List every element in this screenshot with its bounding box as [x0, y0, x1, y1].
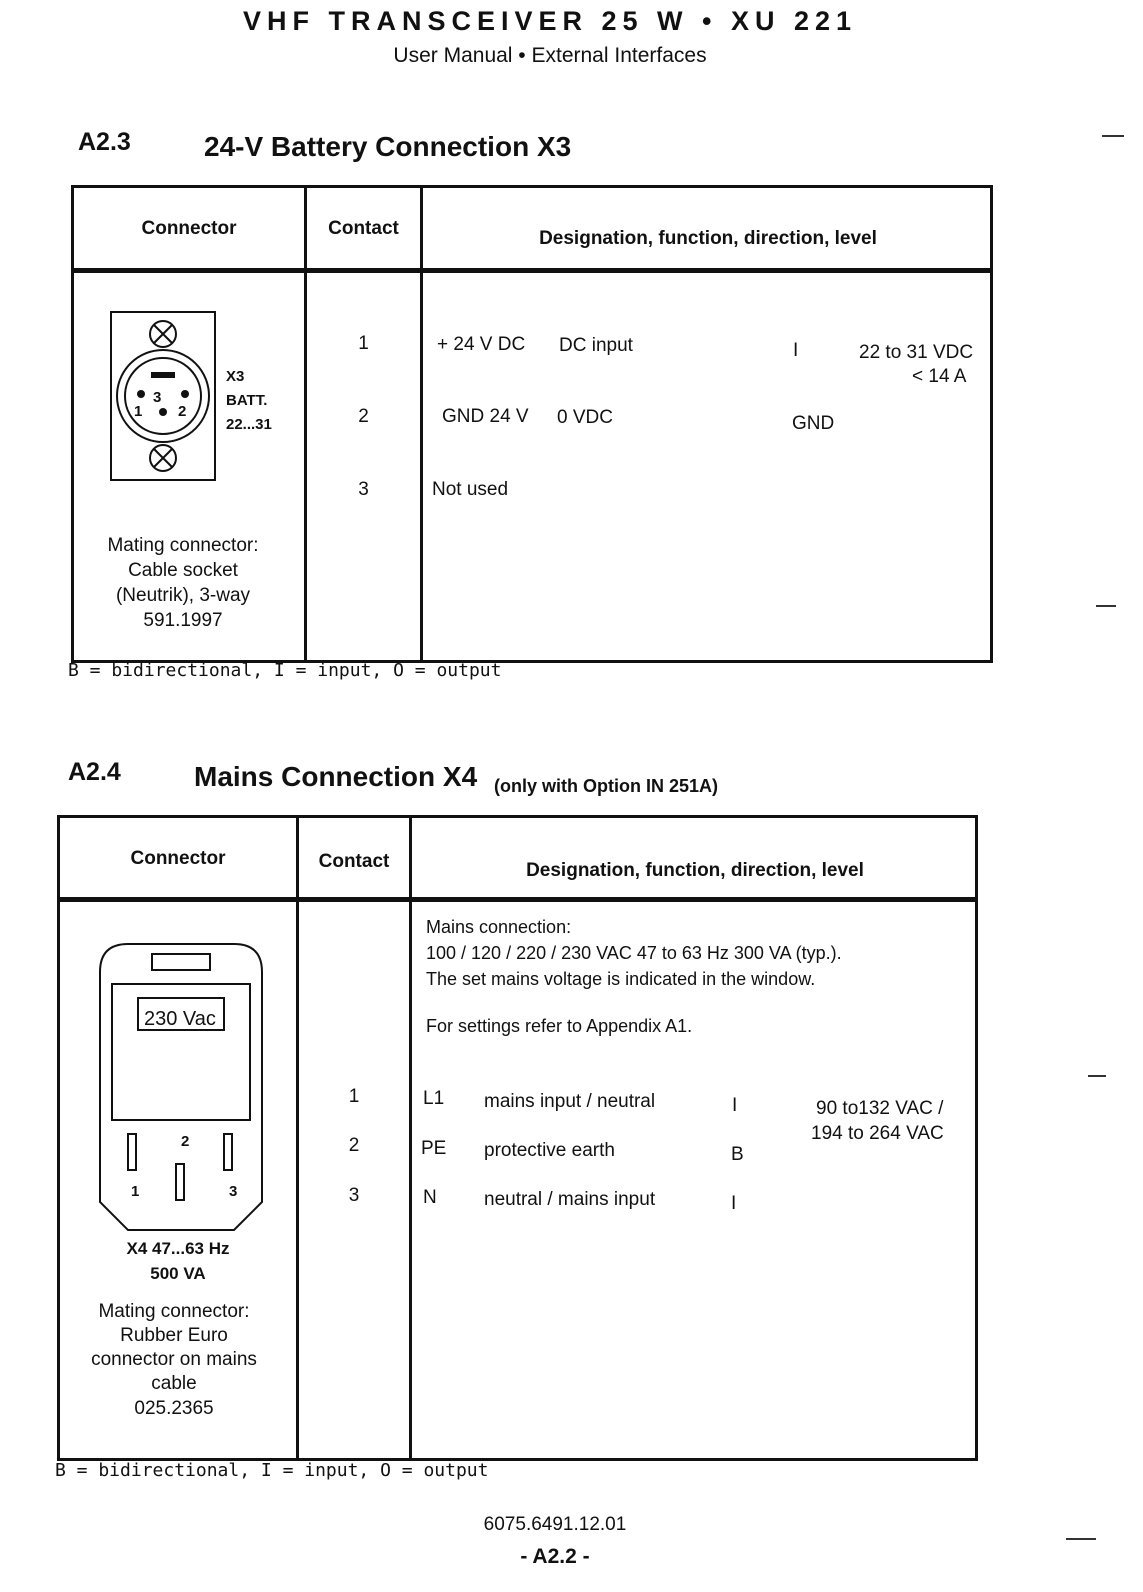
mating-connector-type: Cable socket — [128, 560, 238, 581]
scan-mark — [1096, 605, 1116, 607]
mains-intro-heading: Mains connection: — [426, 917, 572, 937]
contact-number: 3 — [348, 1185, 360, 1206]
xlr-connector-icon — [109, 310, 219, 485]
signal-name: + 24 V DC — [437, 334, 526, 355]
pin-label-2: 2 — [178, 403, 187, 420]
signal-current-limit: < 14 A — [912, 366, 967, 387]
connector-designation: X4 47...63 Hz — [126, 1239, 230, 1258]
document-number: 6075.6491.12.01 — [483, 1514, 627, 1535]
signal-name: Not used — [432, 479, 509, 500]
document-subtitle: User Manual • External Interfaces — [393, 44, 707, 67]
pin-label-3: 3 — [229, 1183, 238, 1200]
signal-name: L1 — [423, 1088, 445, 1109]
pin-label-1: 1 — [134, 403, 143, 420]
pin-label-2: 2 — [181, 1133, 190, 1150]
direction-legend: B = bidirectional, I = input, O = output — [68, 660, 502, 681]
mating-connector-description: connector on mains — [91, 1349, 257, 1370]
connector-designation: X3 — [226, 368, 245, 385]
section-title-a24: Mains Connection X4 — [194, 761, 478, 792]
section-number-a23: A2.3 — [78, 128, 131, 156]
column-header-designation: Designation, function, direction, level — [539, 228, 877, 249]
column-header-contact: Contact — [328, 218, 399, 239]
mains-intro-window-note: The set mains voltage is indicated in the window. — [426, 969, 816, 989]
document-title: VHF TRANSCEIVER 25 W • XU 221 — [242, 6, 858, 36]
mating-connector-type: Rubber Euro — [120, 1325, 228, 1346]
mating-connector-part-number: 025.2365 — [134, 1398, 214, 1419]
signal-name: N — [423, 1187, 437, 1208]
column-header-designation: Designation, function, direction, level — [526, 860, 864, 881]
signal-name: GND 24 V — [442, 406, 529, 427]
section-note-a24: (only with Option IN 251A) — [494, 776, 718, 796]
contact-number: 1 — [358, 333, 369, 354]
direction-legend: B = bidirectional, I = input, O = output — [55, 1460, 489, 1481]
signal-direction: I — [732, 1095, 738, 1116]
mating-connector-heading: Mating connector: — [98, 1301, 250, 1322]
connector-label-batt: BATT. — [226, 392, 268, 409]
column-header-connector: Connector — [141, 218, 237, 239]
signal-direction: I — [793, 340, 799, 361]
page-number: - A2.2 - — [520, 1545, 590, 1568]
mating-connector-make: (Neutrik), 3-way — [115, 585, 251, 606]
contact-number: 3 — [358, 479, 369, 500]
mating-connector-heading: Mating connector: — [107, 535, 259, 556]
signal-function: mains input / neutral — [484, 1091, 656, 1112]
pin-label-3: 3 — [153, 389, 162, 406]
signal-function: protective earth — [484, 1140, 615, 1161]
mating-connector-cable: cable — [151, 1373, 197, 1394]
contact-number: 2 — [358, 406, 369, 427]
signal-level: 22 to 31 VDC — [859, 342, 974, 363]
column-header-contact: Contact — [318, 851, 390, 872]
signal-direction: I — [731, 1193, 737, 1214]
signal-function: 0 VDC — [557, 407, 613, 428]
signal-direction: B — [731, 1144, 744, 1165]
connector-power-rating: 500 VA — [150, 1264, 206, 1283]
mains-intro-specs: 100 / 120 / 220 / 230 VAC 47 to 63 Hz 300 VA (typ.). — [426, 943, 842, 963]
mains-inlet-icon — [98, 942, 264, 1232]
contact-number: 1 — [348, 1086, 360, 1107]
pin-label-1: 1 — [131, 1183, 140, 1200]
scan-mark — [1066, 1538, 1096, 1540]
column-header-connector: Connector — [130, 848, 226, 869]
section-number-a24: A2.4 — [68, 758, 121, 786]
mains-level-range-low: 90 to132 VAC / — [816, 1098, 944, 1119]
mains-connection-table — [57, 815, 978, 1461]
mains-settings-reference: For settings refer to Appendix A1. — [426, 1016, 693, 1036]
signal-function: DC input — [559, 335, 633, 356]
mating-connector-part-number: 591.1997 — [143, 610, 223, 631]
scan-mark — [1088, 1075, 1106, 1077]
connector-voltage-range: 22...31 — [226, 416, 272, 433]
signal-direction: GND — [792, 413, 835, 434]
signal-function: neutral / mains input — [484, 1189, 656, 1210]
scan-mark — [1102, 135, 1124, 137]
mains-level-range-high: 194 to 264 VAC — [811, 1123, 944, 1144]
signal-name: PE — [421, 1138, 447, 1159]
voltage-window-label: 230 Vac — [144, 1008, 216, 1030]
contact-number: 2 — [348, 1135, 360, 1156]
battery-connection-table — [71, 185, 993, 663]
section-title-a23: 24-V Battery Connection X3 — [204, 131, 572, 162]
